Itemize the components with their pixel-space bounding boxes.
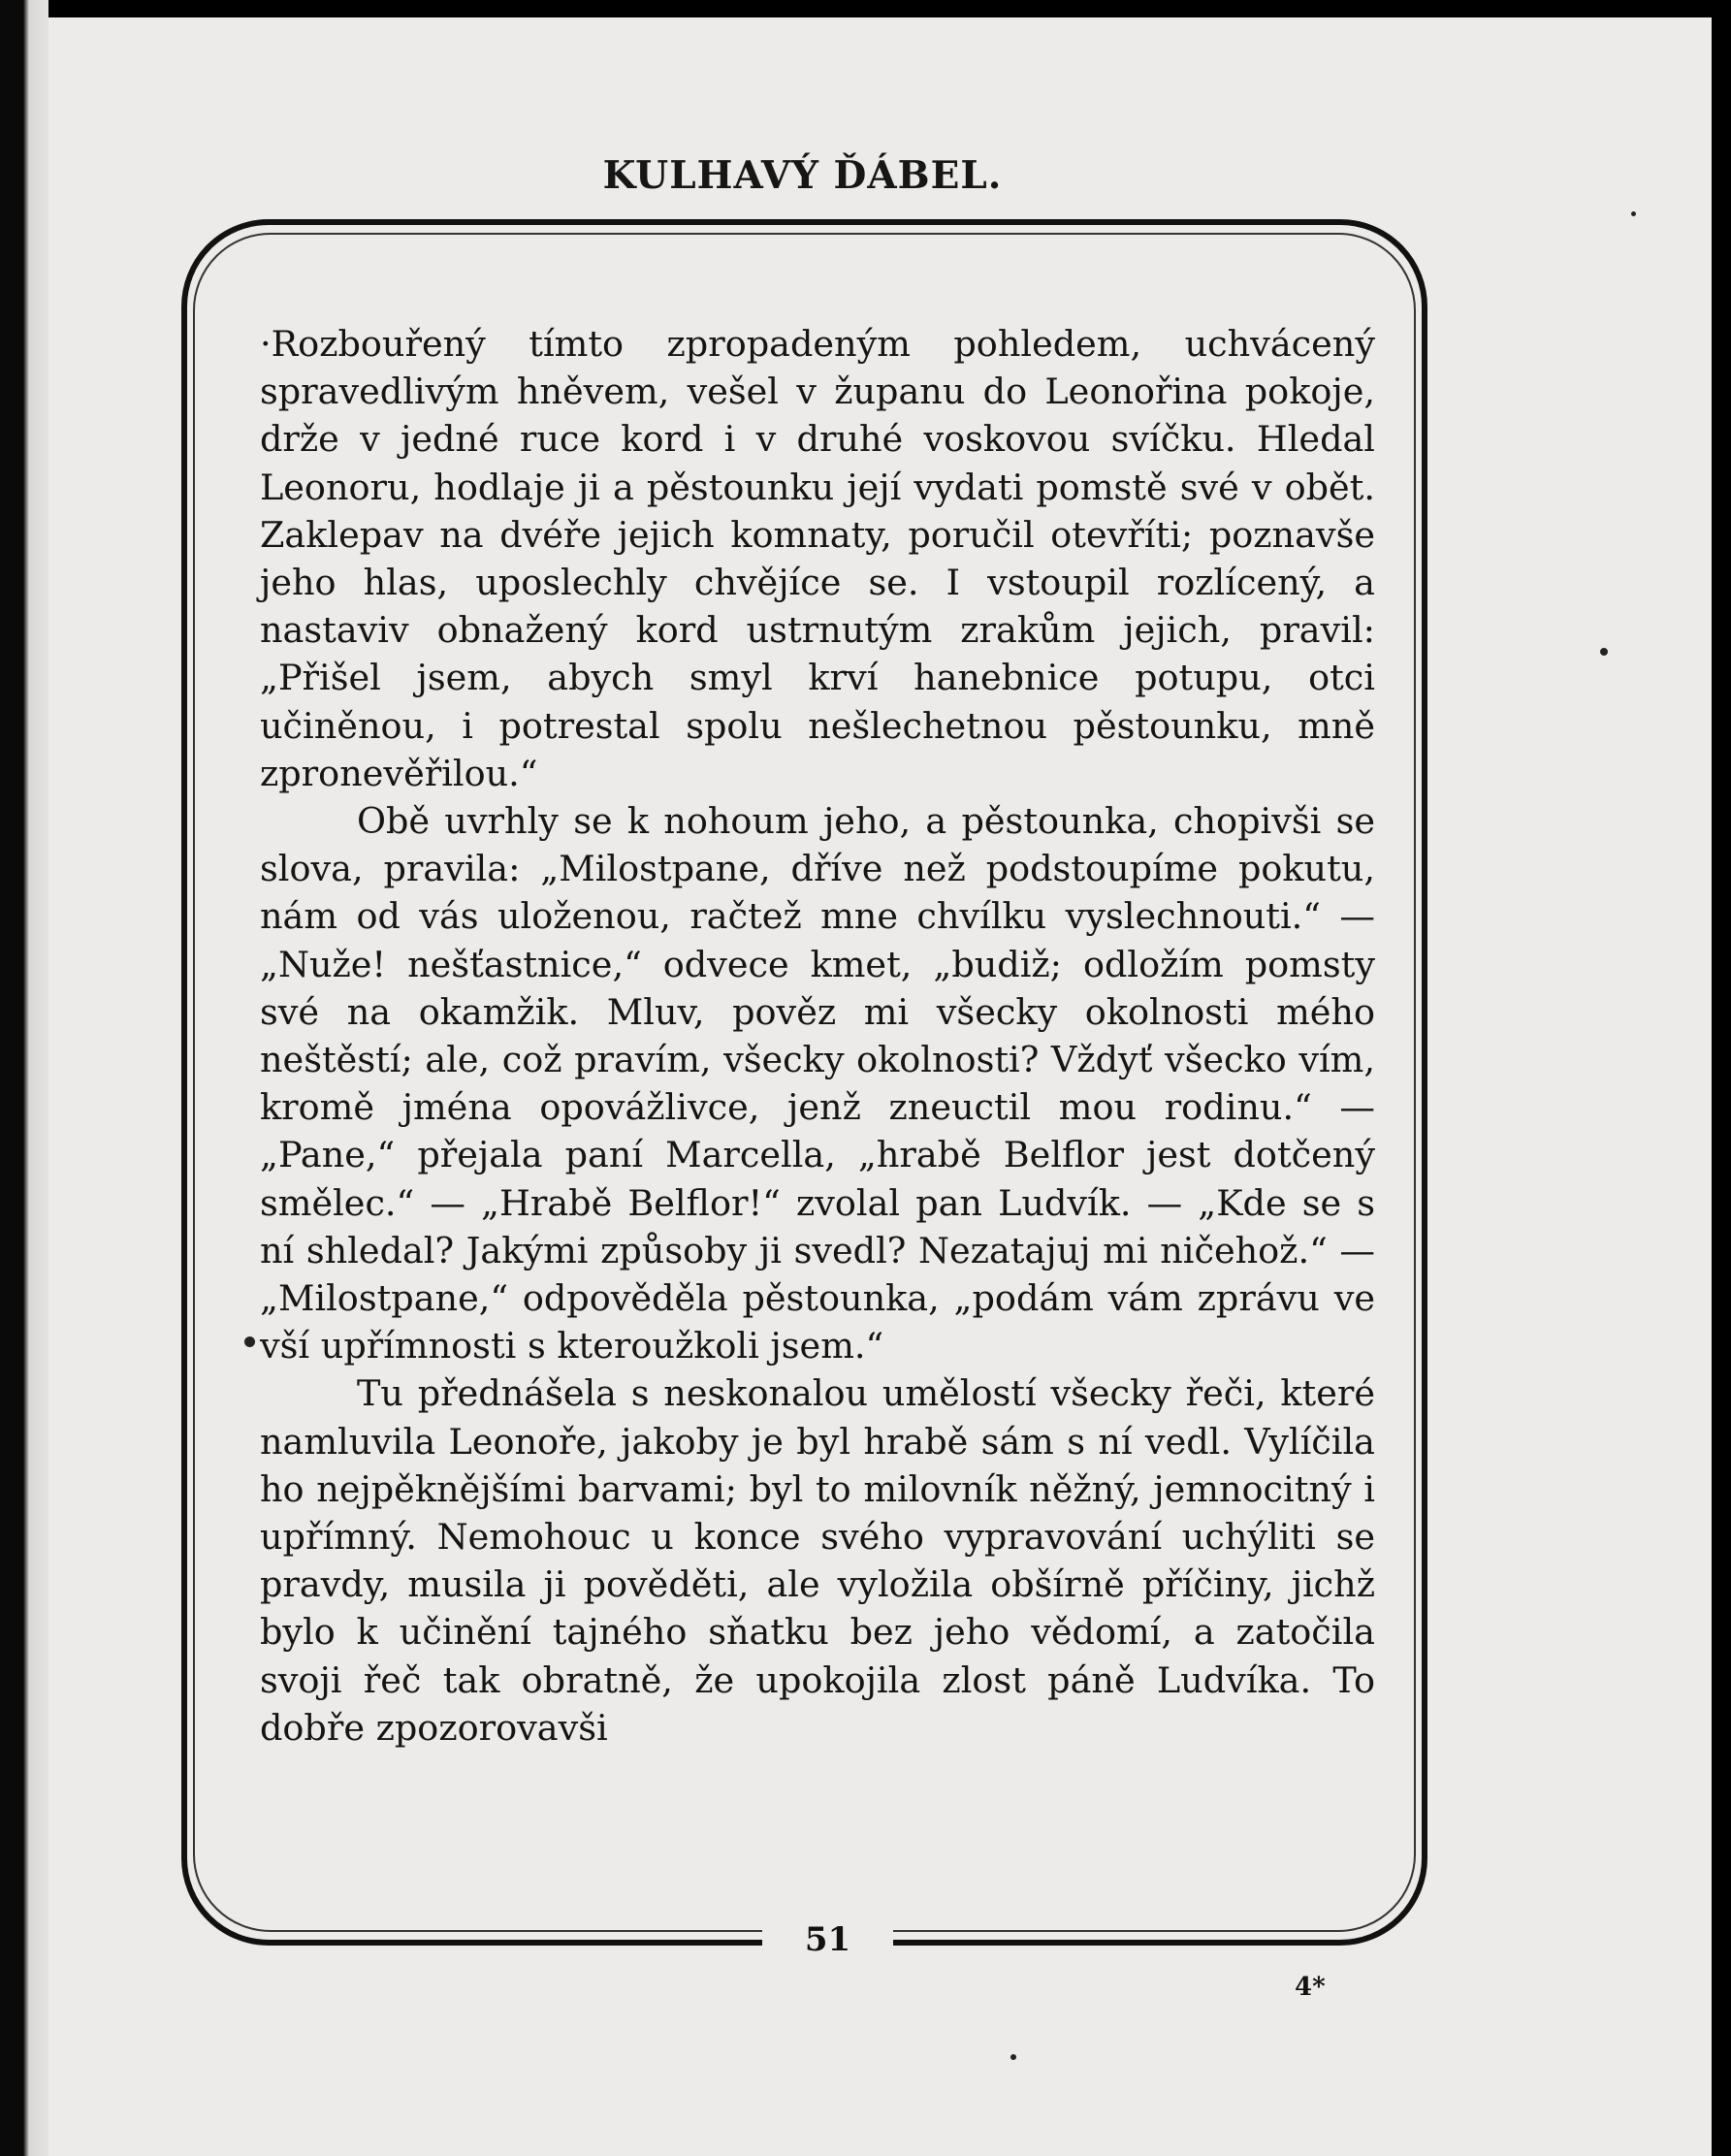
print-speck — [244, 1336, 255, 1347]
print-speck — [1631, 211, 1636, 216]
page-body-text — [260, 320, 1375, 1752]
paragraph-3: Tu přednášela s neskonalou umělostí všecky řeči, které namluvila Leonoře, jakoby je byl hrabě sám s ní vedl. Vylíčila ho nejpěknějšími barvami; byl to milovník něžný, jemnocitný i upřímný. Nemohouc u konce svého vypravování uchýliti se pravdy, musila ji pověděti, ale vyložila obšírně příčiny, jichž bylo k učinění tajného sňatku bez jeho vědomí, a zatočila svoji řeč tak obratně, že upokojila zlost páně Ludvíka. To dobře zpozorovavši — [260, 1372, 1375, 1749]
paragraph-1: ·Rozbouřený tímto zpropadeným pohledem, uchvácený spravedlivým hněvem, vešel v županu do Leonořina pokoje, drže v jedné ruce kord i v druhé voskovou svíčku. Hledal Leonoru, hodlaje ji a pěstounku její vydati pomstě své v obět. Zaklepav na dvéře jejich komnaty, poručil otevříti; poznavše jeho hlas, uposlechly chvějíce se. I vstoupil rozlícený, a nastaviv obnažený kord ustrnutým zrakům jejich, pravil: „Přišel jsem, abych smyl krví hanebnice potupu, otci učiněnou, i potrestal spolu nešlechetnou pěstounku, mně zpronevěřilou.“ — [260, 323, 1375, 794]
print-speck — [1010, 2054, 1016, 2060]
binding-edge — [0, 0, 48, 2156]
paragraph-2: Obě uvrhly se k nohoum jeho, a pěstounka, chopivši se slova, pravila: „Milostpane, dříve než podstoupíme pokutu, nám od vás uloženou, račtež mne chvílku vyslechnouti.“ — „Nuže! nešťastnice,“ odvece kmet, „budiž; odložím pomsty své na okamžik. Mluv, pověz mi všecky okolnosti mého neštěstí; ale, což pravím, všecky okolnosti? Vždyť všecko vím, kromě jména opovážlivce, jenž zneuctil mou rodinu.“ — „Pane,“ přejala paní Marcella, „hrabě Belflor jest dotčený smělec.“ — „Hrabě Belflor!“ zvolal pan Ludvík. — „Kde se s ní shledal? Jakými způsoby ji svedl? Nezatajuj mi ničehož.“ — „Milostpane,“ odpověděla pěstounka, „podám vám zprávu ve vší upřímnosti s kteroužkoli jsem.“ — [260, 800, 1375, 1368]
print-speck — [1600, 648, 1608, 656]
running-header: KULHAVÝ ĎÁBEL. — [602, 153, 1003, 198]
page-number: 51 — [804, 1920, 851, 1959]
signature-mark: 4* — [1295, 1973, 1326, 2002]
book-page — [48, 17, 1712, 2156]
